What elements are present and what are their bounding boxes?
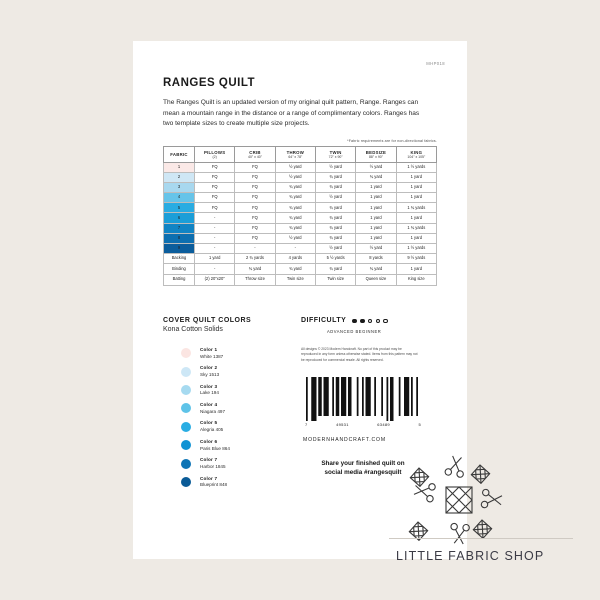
fabric-swatch-cell: 9 <box>164 243 195 253</box>
difficulty-rating-dots <box>352 319 388 324</box>
table-header-row <box>164 147 437 163</box>
page-title: RANGES QUILT <box>163 77 256 89</box>
table-row <box>164 253 437 264</box>
table-cell: ¾ yard <box>315 233 355 243</box>
share-prompt <box>307 459 419 478</box>
color-swatch-row <box>163 436 301 454</box>
table-cell: - <box>195 223 235 233</box>
difficulty-dot-icon <box>360 319 365 324</box>
table-cell: ½ yard <box>315 163 355 173</box>
fabric-swatch-cell: 1 <box>164 163 195 173</box>
col-header-name: KING <box>410 149 423 155</box>
table-row-label: Batting <box>164 275 195 286</box>
table-row <box>164 213 437 223</box>
fabric-swatch-cell: 5 <box>164 203 195 213</box>
color-label: Color 7 <box>200 475 218 481</box>
table-cell: 1 yard <box>396 213 436 223</box>
table-cell: ¾ yard <box>275 193 315 203</box>
color-value: White 1387 <box>200 353 224 359</box>
table-cell: 1 yard <box>356 183 396 193</box>
table-cell: - <box>195 213 235 223</box>
table-cell: FQ <box>235 223 275 233</box>
table-cell: Twin size <box>275 275 315 286</box>
table-col-header-pillows <box>195 147 235 163</box>
col-header-name: TWIN <box>329 149 342 155</box>
scissors-icon <box>481 489 503 509</box>
table-body <box>164 163 437 286</box>
fabric-swatch-cell: 2 <box>164 173 195 183</box>
color-dot-icon <box>181 422 191 432</box>
color-value: Sky 1513 <box>200 371 220 377</box>
color-value: Niagara 497 <box>200 408 226 414</box>
color-dot-icon <box>181 385 191 395</box>
table-col-header-crib <box>235 147 275 163</box>
table-cell: FQ <box>195 173 235 183</box>
table-cell: 5 ½ yards <box>315 253 355 264</box>
table-cell: FQ <box>235 183 275 193</box>
barcode-left-digit: 7 <box>305 421 308 427</box>
color-value: Paris Blue 864 <box>200 445 230 451</box>
table-row <box>164 233 437 243</box>
fabric-swatch-cell: 7 <box>164 223 195 233</box>
pattern-back-sheet <box>133 41 467 559</box>
color-swatch-row <box>163 454 301 472</box>
table-cell: ¾ yard <box>356 264 396 275</box>
col-header-size: (2) <box>212 155 217 160</box>
color-swatch-list <box>163 344 301 491</box>
table-col-header-bedsize <box>356 147 396 163</box>
table-cell: - <box>235 243 275 253</box>
table-cell: King size <box>396 275 436 286</box>
color-label: Color 6 <box>200 438 218 444</box>
table-row-label: Backing <box>164 253 195 264</box>
colors-title: COVER QUILT COLORS <box>163 317 252 324</box>
table-cell: 1 ¾ yards <box>396 203 436 213</box>
table-cell: (2) 20"x20" <box>195 275 235 286</box>
color-swatch-text <box>200 439 230 452</box>
difficulty-label: ADVANCED BEGINNER <box>327 329 382 334</box>
color-swatch-text <box>200 420 223 433</box>
col-header-size: 72" x 90" <box>328 155 343 160</box>
table-cell: ¾ yard <box>315 223 355 233</box>
color-swatch-row <box>163 362 301 380</box>
color-dot-icon <box>181 348 191 358</box>
barcode-group-2: 63489 <box>377 421 390 427</box>
col-header-size: 104" x 105" <box>407 155 426 160</box>
table-row <box>164 275 437 286</box>
color-swatch-text <box>200 476 227 489</box>
table-cell: 1 yard <box>356 213 396 223</box>
table-cell: FQ <box>195 203 235 213</box>
color-swatch-row <box>163 473 301 491</box>
color-label: Color 2 <box>200 365 218 371</box>
color-dot-icon <box>181 477 191 487</box>
content-column <box>163 77 437 286</box>
color-dot-icon <box>181 403 191 413</box>
table-cell: FQ <box>235 213 275 223</box>
difficulty-header <box>301 317 437 324</box>
color-dot-icon <box>181 459 191 469</box>
table-cell: 1 yard <box>396 173 436 183</box>
table-cell: 1 yard <box>396 193 436 203</box>
difficulty-dot-icon <box>383 319 388 324</box>
table-cell: FQ <box>235 163 275 173</box>
col-header-size: 64" x 78" <box>288 155 303 160</box>
table-cell: ½ yard <box>315 243 355 253</box>
barcode-block <box>305 377 423 427</box>
table-col-header-twin <box>315 147 355 163</box>
table-cell: ½ yard <box>275 173 315 183</box>
table-cell: ½ yard <box>356 163 396 173</box>
col-header-size: 40" x 40" <box>248 155 262 160</box>
color-value: Harbor 1845 <box>200 463 226 469</box>
barcode-right-digit: 5 <box>418 421 421 427</box>
table-cell: 2 ¾ yards <box>235 253 275 264</box>
lower-section <box>163 317 437 491</box>
table-cell: 1 yard <box>356 233 396 243</box>
table-col-header-throw <box>275 147 315 163</box>
col-header-name: THROW <box>286 149 305 155</box>
table-cell: Twin size <box>315 275 355 286</box>
table-cell: 1 ¾ yards <box>396 223 436 233</box>
table-cell: ½ yard <box>315 193 355 203</box>
table-cell: 1 yard <box>356 193 396 203</box>
table-cell: 1 yard <box>396 233 436 243</box>
table-cell: 1 yard <box>396 183 436 193</box>
color-swatch-row <box>163 344 301 362</box>
color-label: Color 5 <box>200 420 218 426</box>
fabric-swatch-cell: 6 <box>164 213 195 223</box>
barcode-group-1: 49531 <box>336 421 349 427</box>
color-swatch-text <box>200 384 219 397</box>
table-cell: FQ <box>235 193 275 203</box>
barcode-image <box>305 377 421 421</box>
table-cell: ¾ yard <box>315 183 355 193</box>
fabric-swatch-cell: 3 <box>164 183 195 193</box>
color-value: Lake 194 <box>200 390 219 396</box>
intro-paragraph: The Ranges Quilt is an updated version of my original quilt pattern, Range. Ranges can mean a mountain range in the distance or a range of complimentary colors. Ranges has two template sizes to create multiple size projects. <box>163 99 420 128</box>
table-cell: ¾ yard <box>275 213 315 223</box>
table-cell: - <box>195 243 235 253</box>
col-header-name: CRIB <box>249 149 261 155</box>
table-cell: ¾ yard <box>315 264 355 275</box>
table-cell: FQ <box>195 183 235 193</box>
color-value: Blueprint 848 <box>200 482 228 488</box>
fabric-swatch-cell: 4 <box>164 193 195 203</box>
color-swatch-row <box>163 381 301 399</box>
color-dot-icon <box>181 440 191 450</box>
difficulty-dot-icon <box>368 319 373 324</box>
legal-text: All designs © 2023 Modern Handcraft. No part of this product may be reproduced in any form unless otherwise stated. Items from this pattern may not be reproduced for commercial resale. All rights reserved. <box>301 347 418 362</box>
table-row <box>164 193 437 203</box>
color-swatch-text <box>200 347 223 360</box>
color-swatch-row <box>163 418 301 436</box>
color-dot-icon <box>181 367 191 377</box>
table-cell: ¾ yard <box>275 183 315 193</box>
table-cell: ½ yard <box>356 243 396 253</box>
table-cell: 8 yards <box>356 253 396 264</box>
table-row <box>164 173 437 183</box>
color-swatch-text <box>200 457 226 470</box>
difficulty-dot-icon <box>376 319 381 324</box>
col-header-size: 88" x 90" <box>368 155 383 160</box>
table-row <box>164 264 437 275</box>
color-label: Color 3 <box>200 383 218 389</box>
table-cell: FQ <box>195 193 235 203</box>
table-cell: ¾ yard <box>315 173 355 183</box>
table-cell: 1 yard <box>396 264 436 275</box>
color-swatch-text <box>200 402 225 415</box>
table-cell: FQ <box>235 203 275 213</box>
table-cell: 4 yards <box>275 253 315 264</box>
table-col-header-fabric <box>164 147 195 163</box>
table-cell: 1 yard <box>356 203 396 213</box>
table-cell: - <box>195 264 235 275</box>
table-cell: 1 ½ yards <box>396 243 436 253</box>
table-row <box>164 163 437 173</box>
color-swatch-row <box>163 399 301 417</box>
sku-code: MHP018 <box>426 61 445 66</box>
fabric-swatch-cell: 8 <box>164 233 195 243</box>
table-cell: 1 ½ yards <box>396 163 436 173</box>
barcode-numbers <box>305 422 421 427</box>
table-row <box>164 223 437 233</box>
table-cell: ½ yard <box>275 233 315 243</box>
table-cell: ¾ yard <box>275 223 315 233</box>
table-row <box>164 203 437 213</box>
table-cell: ¾ yard <box>275 203 315 213</box>
table-cell: ¾ yard <box>275 264 315 275</box>
table-cell: 1 yard <box>195 253 235 264</box>
table-cell: 1 yard <box>356 223 396 233</box>
color-label: Color 1 <box>200 346 218 352</box>
share-line-2: social media #rangesquilt <box>324 469 402 477</box>
table-cell: FQ <box>235 233 275 243</box>
footer-divider <box>389 538 573 539</box>
color-label: Color 7 <box>200 457 218 463</box>
table-head <box>164 147 437 163</box>
colors-column <box>163 317 301 491</box>
table-row <box>164 243 437 253</box>
table-col-header-king <box>396 147 436 163</box>
difficulty-column <box>301 317 437 491</box>
table-cell: - <box>195 233 235 243</box>
table-cell: ¾ yard <box>356 173 396 183</box>
color-label: Color 4 <box>200 402 218 408</box>
table-cell: ¾ yard <box>235 264 275 275</box>
footer-brand: LITTLE FABRIC SHOP <box>396 549 545 563</box>
table-row-label: Binding <box>164 264 195 275</box>
table-cell: ¾ yard <box>315 213 355 223</box>
table-cell: ½ yard <box>275 163 315 173</box>
table-cell: ¾ yard <box>315 203 355 213</box>
col-header-name: FABRIC <box>170 151 188 157</box>
color-swatch-text <box>200 365 219 378</box>
difficulty-title: DIFFICULTY <box>301 317 347 324</box>
table-cell: FQ <box>195 163 235 173</box>
share-line-1: Share your finished quilt on <box>321 459 405 467</box>
fabric-note: *Fabric requirements are for non-directional fabrics. <box>347 139 437 144</box>
difficulty-dot-icon <box>352 319 357 324</box>
table-cell: - <box>275 243 315 253</box>
table-cell: FQ <box>235 173 275 183</box>
table-cell: Queen size <box>356 275 396 286</box>
fabric-requirements-table <box>163 146 437 286</box>
table-cell: Throw size <box>235 275 275 286</box>
website-link[interactable]: MODERNHANDCRAFT.COM <box>303 436 386 443</box>
table-cell: 9 ½ yards <box>396 253 436 264</box>
col-header-name: BEDSIZE <box>365 149 387 155</box>
table-row <box>164 183 437 193</box>
color-value: Alegria 405 <box>200 427 224 433</box>
colors-subtitle: Kona Cotton Solids <box>163 326 223 333</box>
col-header-name: PILLOWS <box>204 149 226 155</box>
